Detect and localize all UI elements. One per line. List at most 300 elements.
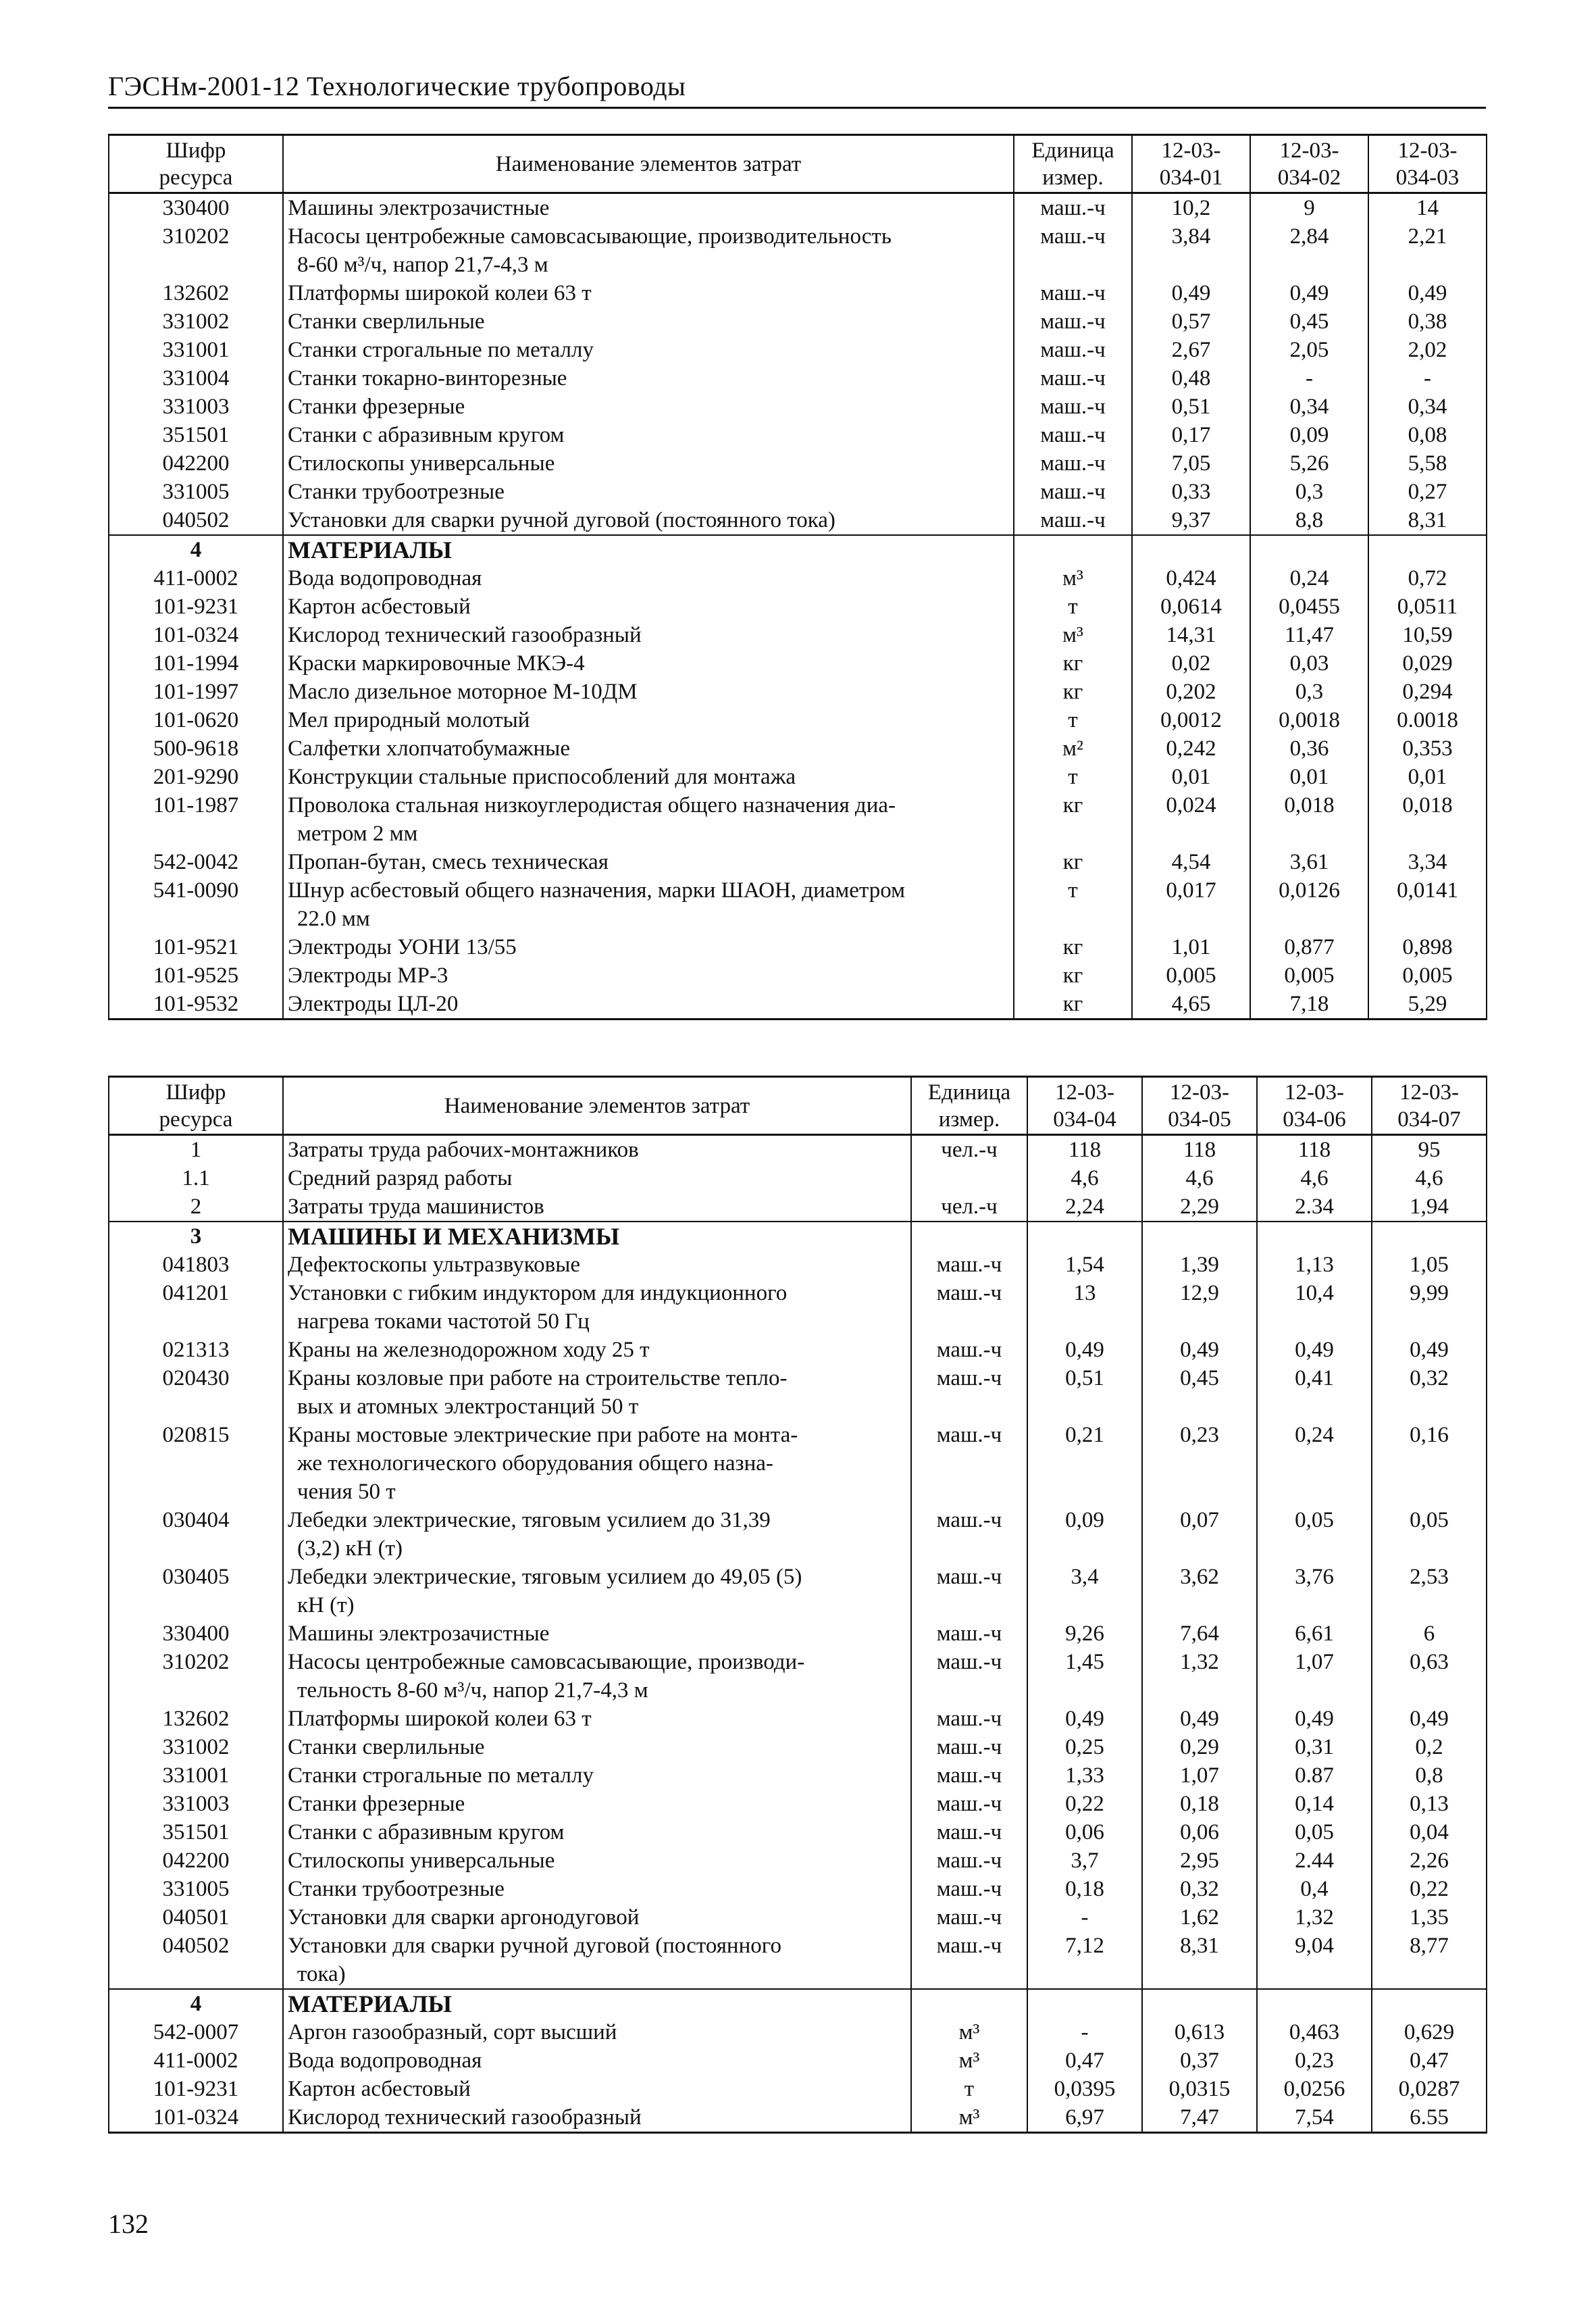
value-cell: 0,02 (1132, 649, 1250, 678)
resource-name-text: Лебедки электрические, тяговым усилием до 31,39 (288, 1508, 771, 1532)
unit-cell: маш.-ч (1014, 478, 1132, 506)
resource-code: 411-0002 (109, 564, 283, 593)
resource-name-text: Станки трубоотрезные (288, 1877, 505, 1901)
resource-name-text: Картон асбестовый (288, 2077, 471, 2101)
resource-name-text: Пропан-бутан, смесь техническая (288, 850, 609, 874)
unit-cell: кг (1014, 990, 1132, 1020)
value-cell: 0,23 (1142, 1421, 1257, 1506)
value-cell: 0,23 (1257, 2046, 1372, 2075)
resource-code: 331001 (109, 336, 283, 364)
value-cell: 2,95 (1142, 1846, 1257, 1875)
resource-name (283, 593, 1014, 621)
resource-name-text: Шнур асбестовый общего назначения, марки ШАОН, диаметром (288, 878, 905, 903)
value-cell: 8,31 (1142, 1932, 1257, 1989)
resource-name (283, 848, 1014, 876)
value-cell: 11,47 (1250, 621, 1368, 649)
unit-cell: маш.-ч (911, 1364, 1027, 1421)
resource-name-text: Платформы широкой колеи 63 т (288, 1707, 592, 1731)
resource-name-continuation: кН (т) (297, 1593, 355, 1617)
resource-name-text: Платформы широкой колеи 63 т (288, 281, 592, 305)
value-cell: 4,6 (1257, 1164, 1372, 1192)
col-header-code (109, 1077, 283, 1135)
value-cell: 0,0395 (1027, 2075, 1142, 2103)
table-row (109, 1875, 1487, 1903)
value-cell: 2,21 (1368, 222, 1487, 279)
value-cell: 1,32 (1142, 1648, 1257, 1705)
resource-name-text: МАШИНЫ И МЕХАНИЗМЫ (288, 1223, 620, 1250)
value-cell: 118 (1257, 1135, 1372, 1165)
value-cell: 0,47 (1027, 2046, 1142, 2075)
value-cell: 0,49 (1142, 1705, 1257, 1733)
value-cell: 0,08 (1368, 421, 1487, 449)
table-row (109, 307, 1487, 336)
value-cell: 0,01 (1368, 763, 1487, 791)
resource-name (283, 1192, 911, 1222)
resource-code: 030404 (109, 1506, 283, 1563)
resource-name (283, 1733, 911, 1761)
resource-name (283, 876, 1014, 933)
value-cell: 9,26 (1027, 1619, 1142, 1648)
value-cell: 0,294 (1368, 678, 1487, 706)
unit-cell: маш.-ч (911, 1790, 1027, 1818)
value-cell: 4,6 (1027, 1164, 1142, 1192)
resource-name (283, 1336, 911, 1364)
table-row (109, 1364, 1487, 1421)
value-cell: 0,63 (1372, 1648, 1487, 1705)
header-text: 034-05 (1168, 1107, 1231, 1132)
resource-name (283, 1705, 911, 1733)
value-cell: 0.0018 (1368, 706, 1487, 734)
table-row (109, 1619, 1487, 1648)
resource-code: 101-9525 (109, 961, 283, 990)
header-rule (108, 107, 1486, 109)
resource-name (283, 706, 1014, 734)
unit-cell: маш.-ч (911, 1846, 1027, 1875)
value-cell: 0,24 (1257, 1421, 1372, 1506)
resource-table-1 (108, 134, 1487, 1020)
col-header-norm (1132, 135, 1250, 193)
value-cell: 0,01 (1132, 763, 1250, 791)
value-cell: 3,34 (1368, 848, 1487, 876)
value-cell: 0,0455 (1250, 593, 1368, 621)
value-cell (1368, 535, 1487, 564)
table-row (109, 933, 1487, 961)
resource-code: 351501 (109, 1818, 283, 1846)
value-cell: 0,018 (1368, 791, 1487, 848)
resource-name-text: Электроды УОНИ 13/55 (288, 935, 517, 959)
value-cell: 14 (1368, 193, 1487, 223)
value-cell: 1,32 (1257, 1903, 1372, 1932)
value-cell: 0,51 (1027, 1364, 1142, 1421)
resource-name-text: Краски маркировочные МКЭ-4 (288, 651, 585, 676)
resource-code: 3 (109, 1222, 283, 1251)
resource-name (283, 961, 1014, 990)
table-row (109, 449, 1487, 478)
resource-name-text: Аргон газообразный, сорт высший (288, 2020, 617, 2044)
table-row (109, 1846, 1487, 1875)
value-cell: 2,29 (1142, 1192, 1257, 1222)
table-row (109, 791, 1487, 848)
resource-code: 132602 (109, 279, 283, 307)
resource-name (283, 506, 1014, 535)
value-cell: 2,02 (1368, 336, 1487, 364)
value-cell (1142, 1222, 1257, 1251)
value-cell: 8,31 (1368, 506, 1487, 535)
col-header-unit (1014, 135, 1132, 193)
value-cell (1027, 1222, 1142, 1251)
resource-name-text: Насосы центробежные самовсасывающие, производи- (288, 1650, 805, 1674)
resource-name-continuation: 22.0 мм (297, 907, 370, 931)
value-cell: 1,01 (1132, 933, 1250, 961)
value-cell: 0,4 (1257, 1875, 1372, 1903)
col-header-norm (1368, 135, 1487, 193)
resource-name-text: Картон асбестовый (288, 595, 471, 619)
value-cell (1257, 1989, 1372, 2018)
value-cell: 0,05 (1257, 1506, 1372, 1563)
resource-name-text: МАТЕРИАЛЫ (288, 536, 452, 563)
table-row (109, 621, 1487, 649)
value-cell (1027, 1989, 1142, 2018)
table-row (109, 1251, 1487, 1279)
resource-name-text: Станки строгальные по металлу (288, 1763, 594, 1788)
resource-name-text: Установки для сварки ручной дуговой (постоянного тока) (288, 508, 835, 532)
value-cell: 0,0256 (1257, 2075, 1372, 2103)
value-cell: 5,58 (1368, 449, 1487, 478)
header-text: ресурса (159, 1107, 233, 1132)
resource-name-continuation: метром 2 мм (297, 822, 418, 846)
value-cell: 0,27 (1368, 478, 1487, 506)
unit-cell: маш.-ч (911, 1279, 1027, 1336)
value-cell: 0,18 (1027, 1875, 1142, 1903)
col-header-norm (1142, 1077, 1257, 1135)
header-text: 034-06 (1283, 1107, 1346, 1132)
value-cell: 7,12 (1027, 1932, 1142, 1989)
resource-name (283, 1790, 911, 1818)
value-cell: 5,26 (1250, 449, 1368, 478)
col-header-norm (1027, 1077, 1142, 1135)
value-cell: 0,05 (1372, 1506, 1487, 1563)
page-header: ГЭСНм-2001-12 Технологические трубопроводы (108, 71, 686, 101)
value-cell: 0,2 (1372, 1733, 1487, 1761)
header-text: 034-04 (1053, 1107, 1116, 1132)
table-row (109, 876, 1487, 933)
resource-name (283, 336, 1014, 364)
table-row (109, 222, 1487, 279)
resource-name (283, 990, 1014, 1020)
resource-code: 101-0620 (109, 706, 283, 734)
resource-name (283, 1932, 911, 1989)
value-cell: 3,76 (1257, 1563, 1372, 1619)
value-cell: 0,0315 (1142, 2075, 1257, 2103)
table-row (109, 961, 1487, 990)
table-row (109, 1336, 1487, 1364)
unit-cell: маш.-ч (1014, 193, 1132, 223)
value-cell: 0,242 (1132, 734, 1250, 763)
table-row (109, 1705, 1487, 1733)
col-header-norm (1257, 1077, 1372, 1135)
value-cell: 10,59 (1368, 621, 1487, 649)
resource-name-text: Электроды ЦЛ-20 (288, 992, 459, 1016)
value-cell: 0,3 (1250, 678, 1368, 706)
value-cell: 4,54 (1132, 848, 1250, 876)
value-cell: 0,0018 (1250, 706, 1368, 734)
table-row (109, 1192, 1487, 1222)
table-row (109, 1818, 1487, 1846)
value-cell: 0,45 (1250, 307, 1368, 336)
value-cell (1132, 535, 1250, 564)
resource-name (283, 222, 1014, 279)
table-row (109, 1506, 1487, 1563)
resource-name-text: Станки фрезерные (288, 1792, 465, 1816)
header-text: ресурса (159, 165, 233, 190)
resource-name (283, 933, 1014, 961)
table-body (109, 1135, 1487, 2133)
resource-code: 040501 (109, 1903, 283, 1932)
col-header-name: Наименование элементов затрат (283, 135, 1014, 193)
header-text: Единица (1031, 138, 1114, 163)
value-cell: 0,49 (1372, 1705, 1487, 1733)
value-cell: 0,45 (1142, 1364, 1257, 1421)
table-row (109, 193, 1487, 223)
unit-cell: м³ (911, 2103, 1027, 2133)
resource-code: 331005 (109, 1875, 283, 1903)
resource-code: 1.1 (109, 1164, 283, 1192)
value-cell: 0,33 (1132, 478, 1250, 506)
resource-code: 500-9618 (109, 734, 283, 763)
value-cell: 0,34 (1250, 393, 1368, 421)
value-cell: 0,06 (1027, 1818, 1142, 1846)
table-row (109, 1563, 1487, 1619)
resource-name-continuation: 8-60 м³/ч, напор 21,7-4,3 м (297, 253, 548, 277)
unit-cell: маш.-ч (1014, 307, 1132, 336)
unit-cell: кг (1014, 678, 1132, 706)
resource-name-text: МАТЕРИАЛЫ (288, 1990, 452, 2017)
value-cell: 9,99 (1372, 1279, 1487, 1336)
resource-code: 331003 (109, 393, 283, 421)
resource-name-continuation: (3,2) кН (т) (297, 1536, 403, 1561)
unit-cell: маш.-ч (1014, 421, 1132, 449)
resource-name (283, 279, 1014, 307)
value-cell: 0,463 (1257, 2018, 1372, 2046)
resource-name (283, 2018, 911, 2046)
value-cell: 0,09 (1250, 421, 1368, 449)
value-cell: 0,22 (1372, 1875, 1487, 1903)
unit-cell: м² (1014, 734, 1132, 763)
unit-cell: маш.-ч (911, 1563, 1027, 1619)
unit-cell: кг (1014, 791, 1132, 848)
unit-cell: м³ (1014, 564, 1132, 593)
resource-name (283, 307, 1014, 336)
table-row (109, 1421, 1487, 1506)
value-cell: 1,62 (1142, 1903, 1257, 1932)
unit-cell: т (911, 2075, 1027, 2103)
unit-cell: маш.-ч (1014, 222, 1132, 279)
resource-name (283, 649, 1014, 678)
value-cell: 1,07 (1257, 1648, 1372, 1705)
header-text: 12-03- (1055, 1080, 1114, 1105)
table-row (109, 506, 1487, 535)
value-cell: 0,41 (1257, 1364, 1372, 1421)
resource-name-text: Краны козловые при работе на строительстве тепло- (288, 1366, 788, 1390)
table-row (109, 848, 1487, 876)
table-row (109, 706, 1487, 734)
value-cell: 6,97 (1027, 2103, 1142, 2133)
value-cell: - (1368, 364, 1487, 393)
col-header-name: Наименование элементов затрат (283, 1077, 911, 1135)
resource-name-continuation: вых и атомных электростанций 50 т (297, 1394, 639, 1419)
value-cell: 0,72 (1368, 564, 1487, 593)
value-cell: 0,005 (1250, 961, 1368, 990)
value-cell: 1,94 (1372, 1192, 1487, 1222)
value-cell: 0,353 (1368, 734, 1487, 763)
table-row (109, 1932, 1487, 1989)
section-row (109, 1989, 1487, 2018)
value-cell: 3,61 (1250, 848, 1368, 876)
table-row (109, 421, 1487, 449)
resource-name (283, 1222, 911, 1251)
value-cell: 0,06 (1142, 1818, 1257, 1846)
value-cell: 2,24 (1027, 1192, 1142, 1222)
value-cell: 7,47 (1142, 2103, 1257, 2133)
value-cell: 118 (1142, 1135, 1257, 1165)
unit-cell: маш.-ч (911, 1932, 1027, 1989)
value-cell: 8,77 (1372, 1932, 1487, 1989)
header-text: Шифр (165, 138, 226, 163)
value-cell: 1,33 (1027, 1761, 1142, 1790)
value-cell: 0,49 (1372, 1336, 1487, 1364)
resource-name-text: Станки сверлильные (288, 1735, 485, 1759)
value-cell: 0,877 (1250, 933, 1368, 961)
resource-code: 331003 (109, 1790, 283, 1818)
header-text: 034-03 (1395, 165, 1460, 190)
unit-cell: маш.-ч (911, 1705, 1027, 1733)
table-row (109, 1903, 1487, 1932)
resource-name-text: Дефектоскопы ультразвуковые (288, 1253, 581, 1277)
value-cell: 0,21 (1027, 1421, 1142, 1506)
value-cell: 0,29 (1142, 1733, 1257, 1761)
value-cell: 6 (1372, 1619, 1487, 1648)
col-header-unit (911, 1077, 1027, 1135)
resource-name-text: Затраты труда рабочих-монтажников (288, 1138, 639, 1162)
value-cell: 0,36 (1250, 734, 1368, 763)
resource-name-text: Стилоскопы универсальные (288, 1848, 555, 1873)
value-cell: 0,0126 (1250, 876, 1368, 933)
value-cell: 0,898 (1368, 933, 1487, 961)
resource-name-text: Стилоскопы универсальные (288, 451, 555, 476)
resource-code: 042200 (109, 1846, 283, 1875)
col-header-norm (1250, 135, 1368, 193)
resource-name-text: Электроды МР-3 (288, 963, 448, 988)
resource-code: 101-1994 (109, 649, 283, 678)
resource-name (283, 1421, 911, 1506)
unit-cell: т (1014, 706, 1132, 734)
table-row (109, 364, 1487, 393)
value-cell: 2,84 (1250, 222, 1368, 279)
value-cell: 0,49 (1368, 279, 1487, 307)
header-text: 12-03- (1161, 138, 1221, 163)
unit-cell: маш.-ч (911, 1506, 1027, 1563)
value-cell: 7,18 (1250, 990, 1368, 1020)
resource-code: 331002 (109, 307, 283, 336)
resource-code: 040502 (109, 1932, 283, 1989)
header-text: 12-03- (1399, 1080, 1459, 1105)
resource-name (283, 1164, 911, 1192)
resource-name (283, 621, 1014, 649)
value-cell: 0,629 (1372, 2018, 1487, 2046)
value-cell: 0,49 (1142, 1336, 1257, 1364)
value-cell: 2,53 (1372, 1563, 1487, 1619)
header-text: 12-03- (1170, 1080, 1229, 1105)
resource-name-text: Установки для сварки аргонодуговой (288, 1905, 640, 1930)
value-cell: 1,45 (1027, 1648, 1142, 1705)
header-text: 034-02 (1277, 165, 1341, 190)
value-cell: 0,0614 (1132, 593, 1250, 621)
unit-cell: маш.-ч (911, 1251, 1027, 1279)
resource-code: 101-0324 (109, 621, 283, 649)
header-text: измер. (938, 1107, 1000, 1132)
resource-code: 101-1987 (109, 791, 283, 848)
resource-code: 331005 (109, 478, 283, 506)
resource-name-text: Мел природный молотый (288, 708, 530, 732)
header-text: Единица (927, 1080, 1011, 1105)
value-cell: 0,38 (1368, 307, 1487, 336)
value-cell: 0,13 (1372, 1790, 1487, 1818)
table-row (109, 678, 1487, 706)
header-text: 034-07 (1397, 1107, 1461, 1132)
unit-cell: т (1014, 763, 1132, 791)
resource-name-text: Средний разряд работы (288, 1166, 513, 1190)
value-cell: 1,13 (1257, 1251, 1372, 1279)
value-cell: - (1027, 1903, 1142, 1932)
value-cell (1142, 1989, 1257, 2018)
value-cell: 6,61 (1257, 1619, 1372, 1648)
resource-name (283, 1563, 911, 1619)
value-cell: 3,84 (1132, 222, 1250, 279)
value-cell: 0.87 (1257, 1761, 1372, 1790)
unit-cell: маш.-ч (911, 1875, 1027, 1903)
value-cell: 0,49 (1250, 279, 1368, 307)
value-cell: 0,47 (1372, 2046, 1487, 2075)
resource-name-text: Салфетки хлопчатобумажные (288, 736, 570, 761)
table-row (109, 1790, 1487, 1818)
unit-cell: маш.-ч (911, 1619, 1027, 1648)
resource-code: 020430 (109, 1364, 283, 1421)
resource-name (283, 564, 1014, 593)
resource-name-text: Станки с абразивным кругом (288, 1820, 565, 1844)
unit-cell (911, 1222, 1027, 1251)
resource-code: 4 (109, 535, 283, 564)
value-cell: 0,04 (1372, 1818, 1487, 1846)
value-cell (1257, 1222, 1372, 1251)
unit-cell: кг (1014, 848, 1132, 876)
table-row (109, 2018, 1487, 2046)
resource-name (283, 1989, 911, 2018)
value-cell: 3,62 (1142, 1563, 1257, 1619)
resource-name-text: Станки трубоотрезные (288, 480, 505, 504)
value-cell: 0,49 (1132, 279, 1250, 307)
resource-code: 4 (109, 1989, 283, 2018)
resource-code: 541-0090 (109, 876, 283, 933)
value-cell: 0,09 (1027, 1506, 1142, 1563)
unit-cell: маш.-ч (1014, 393, 1132, 421)
table-row (109, 478, 1487, 506)
resource-name (283, 193, 1014, 223)
table-row (109, 2046, 1487, 2075)
unit-cell: маш.-ч (911, 1761, 1027, 1790)
unit-cell: кг (1014, 961, 1132, 990)
value-cell: 1,07 (1142, 1761, 1257, 1790)
table-row (109, 564, 1487, 593)
